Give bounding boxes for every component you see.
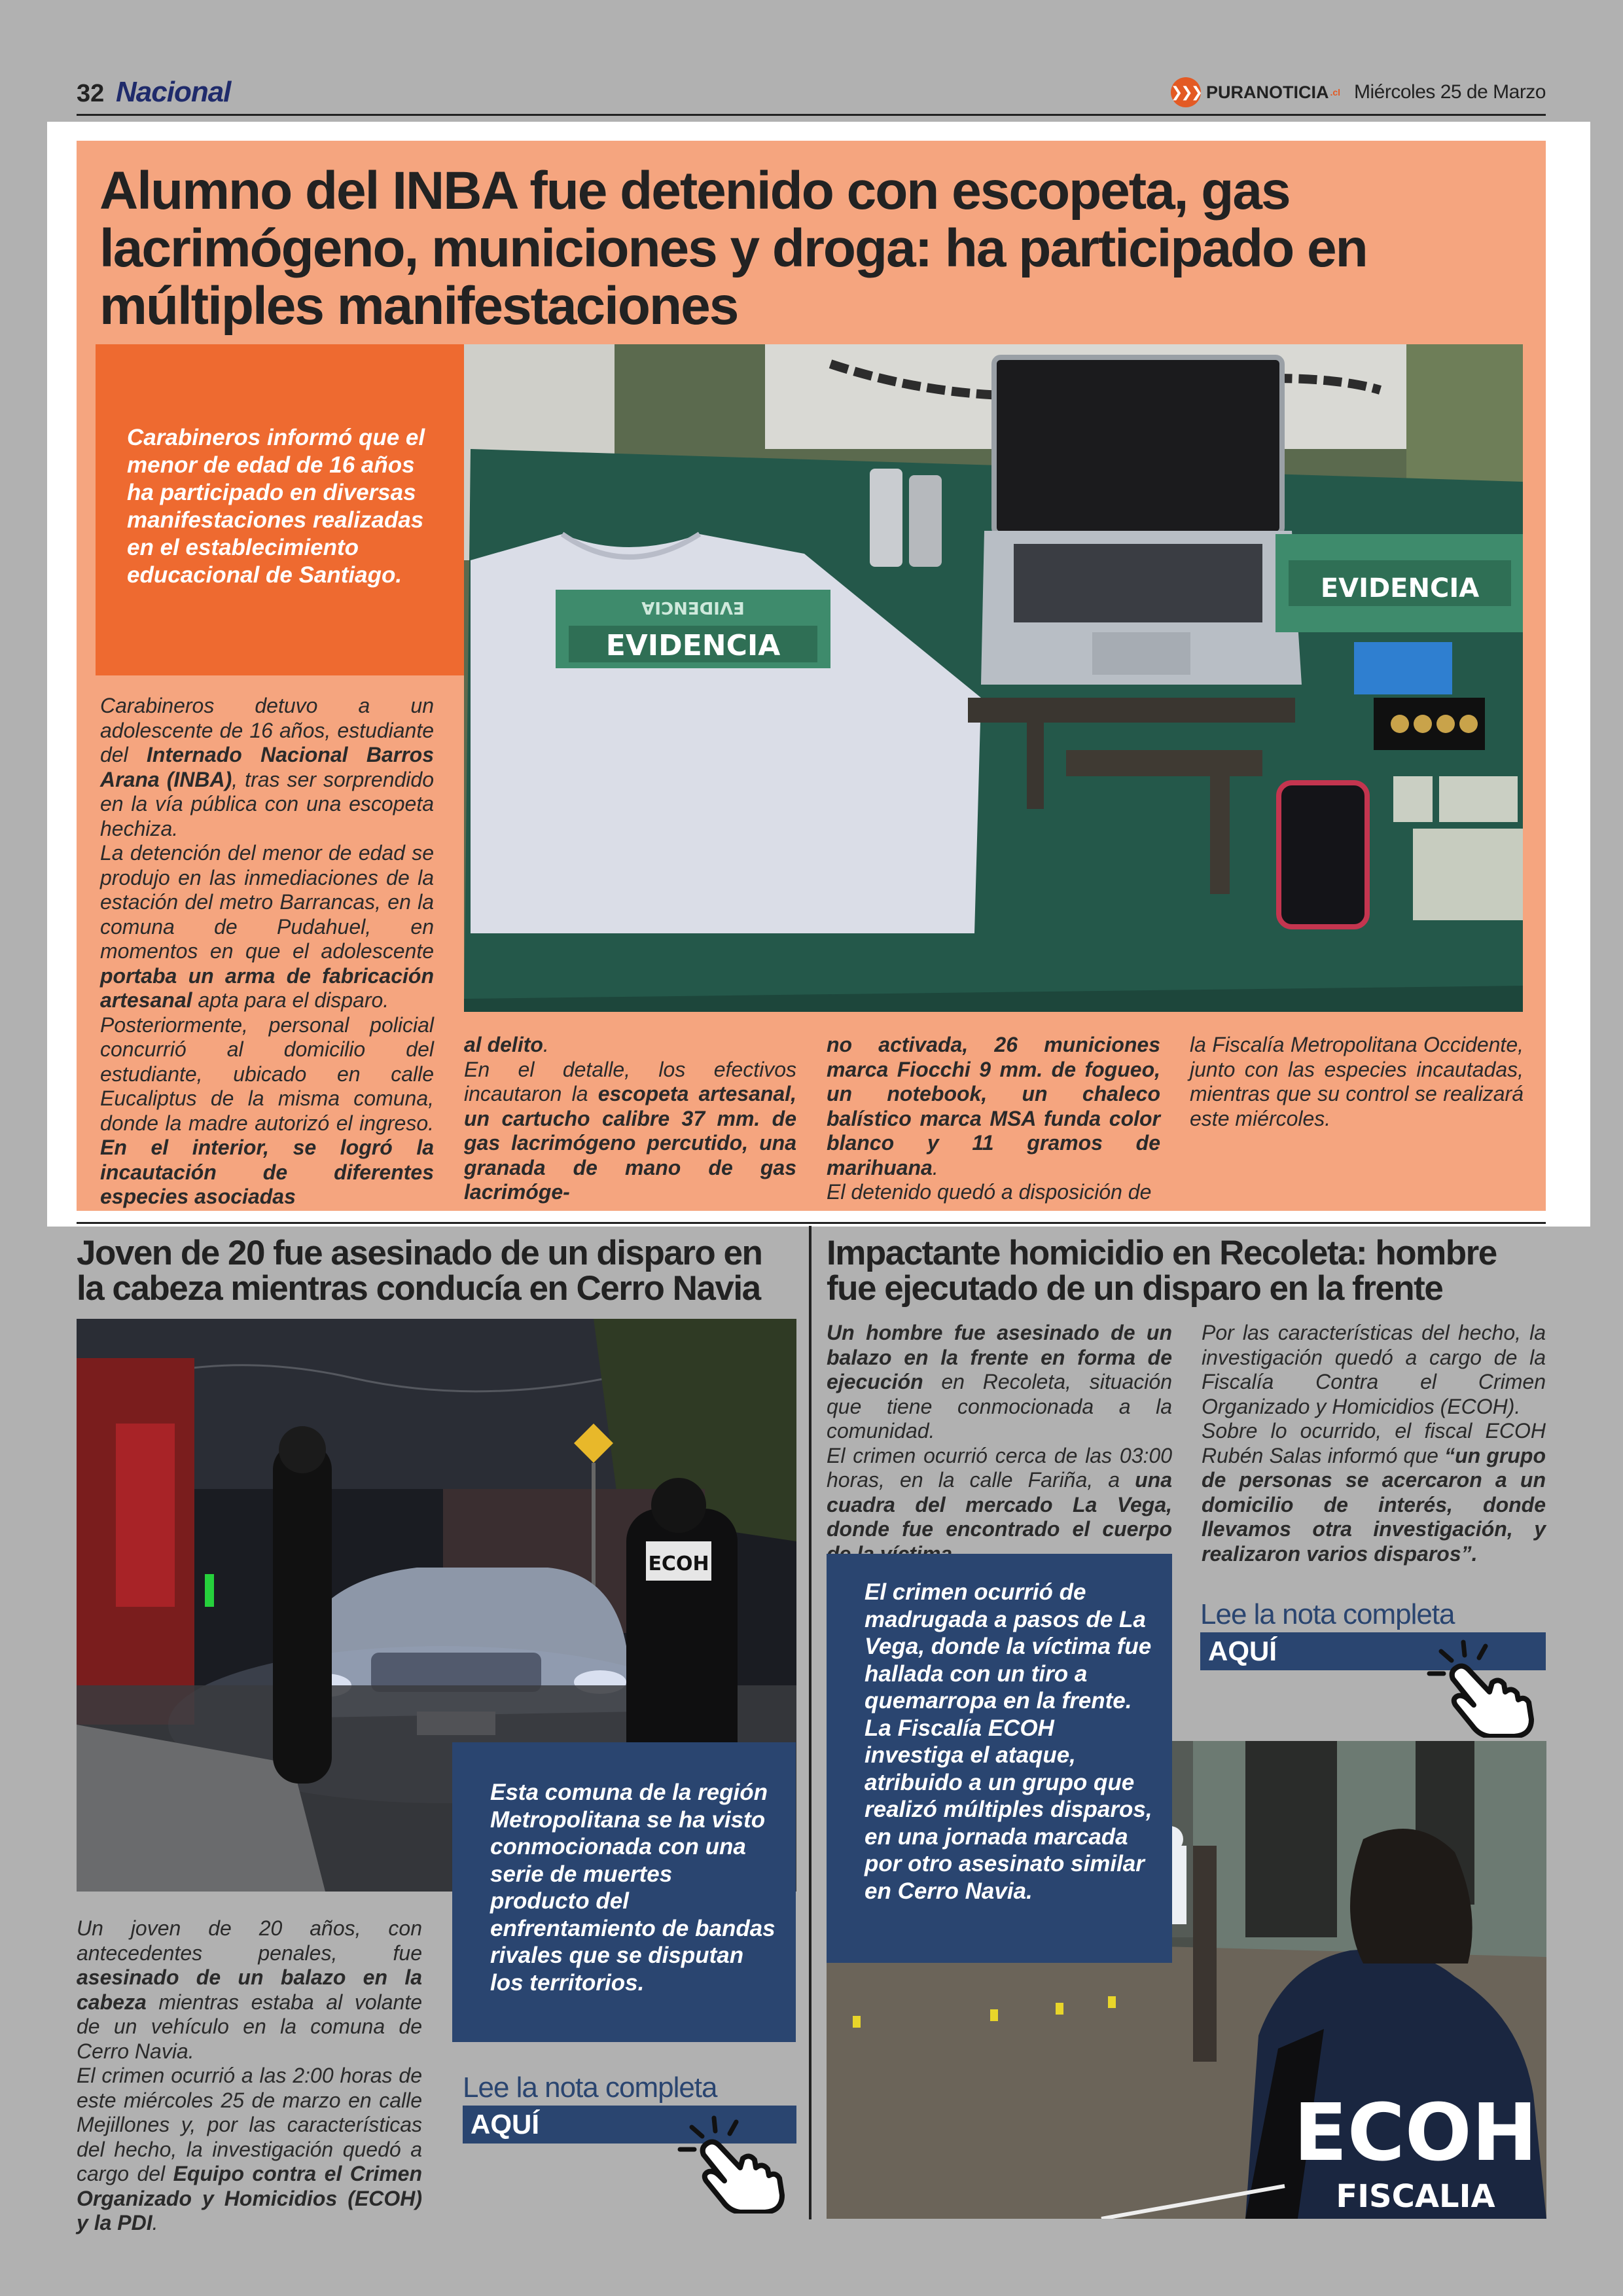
recoleta-paragraph: El crimen ocurrió cerca de las 03:00 horas, en la calle Fariña, a una cuadra del mercado La Vega, donde fue encontrado el cuerpo: [827, 1443, 1172, 1541]
feature-body-col-3: [827, 1033, 1160, 1205]
feature-headline[interactable]: Alumno del INBA fue detenido con escopeta, gas lacrimógeno, municiones y droga: ha participado en múltiples manifestaciones: [99, 161, 1367, 336]
feature-paragraph: El detenido quedó a disposición de: [827, 1180, 1152, 1204]
logo-suffix: .cl: [1330, 87, 1341, 98]
evidence-photo-illustration: [464, 344, 1523, 1012]
column-divider: [809, 1226, 812, 2219]
ecoh-vest-label: ECOH: [648, 1552, 709, 1575]
feature-body-col-2: [464, 1033, 796, 1205]
recoleta-callout-text: El crimen ocurrió de madrugada a pasos de La Vega, donde la víctima fue hallada con un tiro a quemarropa en la frente. La Fiscalía ECOH investiga el ataque, atribuido a un grupo que realizó múltiples disparos, en una jornada marcada por otro asesinato similar en Cerro Navia.: [865, 1579, 1152, 1904]
ecoh-jacket-label: ECOH: [1293, 2088, 1538, 2179]
read-more-label[interactable]: Lee la nota completa: [463, 2072, 717, 2104]
page-header: [77, 73, 1546, 115]
evidence-photo: [464, 344, 1523, 1012]
cerro-navia-paragraph: Un joven de 20 años, con antecedentes penales, fue asesinado de un balazo en la cabeza mientras estaba al volante de un vehículo en la comuna de Cerro Navia.: [77, 1916, 422, 2063]
read-more-button[interactable]: AQUÍ: [463, 2106, 796, 2144]
feature-callout: [96, 344, 464, 675]
puranoticia-logo[interactable]: [1171, 76, 1340, 109]
cerro-navia-callout: [452, 1742, 796, 2042]
read-more-label[interactable]: Lee la nota completa: [1200, 1598, 1455, 1630]
section-rule: [77, 1222, 1546, 1224]
cerro-navia-headline[interactable]: Joven de 20 fue asesinado de un disparo en la cabeza mientras conducía en Cerro Navia: [77, 1234, 762, 1308]
read-more-button[interactable]: AQUÍ: [1200, 1632, 1546, 1670]
feature-paragraph: En el detalle, los efectivos incautaron la escopeta artesanal, un cartucho calibre 37 mm. de gas lacrimógeno percutido, una granada de mano de gas lacrimóge-: [464, 1057, 797, 1204]
logo-text: PURANOTICIA: [1206, 82, 1329, 102]
fiscalia-jacket-label: FISCALIA: [1336, 2178, 1495, 2215]
header-rule: [77, 114, 1546, 116]
evidence-label-2: EVIDENCIA: [1320, 573, 1480, 603]
recoleta-paragraph: Sobre lo ocurrido, el fiscal ECOH Rubén Salas informó que “un grupo de personas se acercaron a un domicilio de interés, donde llevamos otra investigación, y realizaron varios disparos”.: [1202, 1419, 1546, 1566]
feature-body-col-1: [100, 694, 434, 1210]
cerro-navia-callout-text: Esta comuna de la región Metropolitana se ha visto conmocionada con una serie de muertes producto del enfrentamiento de bandas rivales que se disputan los territorios.: [490, 1780, 776, 1996]
page-number: 32: [77, 80, 105, 107]
feature-callout-text: Carabineros informó que el menor de edad de 16 años ha participado en diversas manifestaciones realizadas en el establecimiento educacional de Santiago.: [127, 425, 425, 588]
feature-paragraph: Carabineros detuvo a un adolescente de 16 años, estudiante del Internado Nacional Barros Arana (INBA), tras ser sorprendido en la vía pública con una escopeta hechiza.: [100, 694, 435, 840]
feature-paragraph: la Fiscalía Metropolitana Occidente, junto con las especies incautadas, mientras que su control se realizará este miércoles.: [1190, 1033, 1524, 1130]
cerro-navia-paragraph: El crimen ocurrió a las 2:00 horas de este miércoles 25 de marzo en calle Mejillones y, por las características del hecho, la investigación quedó a cargo del Equipo contra el Crimen Organizado y Homicidios (ECOH) y la PDI.: [77, 2064, 423, 2234]
section-title: Nacional: [116, 76, 231, 108]
evidence-label-3: EVIDENCIA: [641, 598, 745, 617]
pointing-hand-icon[interactable]: [677, 2115, 789, 2214]
logo-arrows-icon: ❯❯❯: [1171, 77, 1201, 107]
recoleta-paragraph: Un hombre fue asesinado de un balazo en la frente en forma de ejecución en Recoleta, situación que tiene conmocionada a la comunidad.: [827, 1321, 1172, 1443]
cerro-navia-body: [77, 1916, 422, 2236]
recoleta-body-col-1: [827, 1321, 1172, 1566]
recoleta-body-col-2: [1202, 1321, 1546, 1566]
recoleta-callout: [827, 1554, 1172, 1963]
feature-paragraph: Posteriormente, personal policial concurrió al domicilio del estudiante, ubicado en calle Eucaliptus de la misma comuna, donde la madre autorizó el ingreso. En el interior, se logró la incautación de diferentes especies asociadas: [100, 1013, 434, 1208]
issue-date: Miércoles 25 de Marzo: [1354, 81, 1546, 103]
feature-paragraph: La detención del menor de edad se produjo en las inmediaciones de la estación del metro Barrancas, en la comuna de Pudahuel, en momentos en que el adolescente portaba un arma de fabricación artesanal apta para el disparo.: [100, 841, 434, 1012]
pointing-hand-icon[interactable]: [1427, 1640, 1538, 1738]
recoleta-headline[interactable]: Impactante homicidio en Recoleta: hombre fue ejecutado de un disparo en la frente: [827, 1234, 1497, 1308]
feature-paragraph: al delito.: [464, 1033, 549, 1056]
feature-body-col-4: [1190, 1033, 1524, 1131]
recoleta-paragraph: Por las características del hecho, la investigación quedó a cargo de la Fiscalía Contra el Crimen Organizado y Homicidios (ECOH).: [1202, 1321, 1546, 1418]
feature-paragraph: no activada, 26 municiones marca Fiocchi 9 mm. de fogueo, un notebook, un chaleco balístico marca MSA funda color blanco y 11 gramos de marihuana.: [827, 1033, 1160, 1179]
evidence-label-1: EVIDENCIA: [605, 629, 781, 662]
